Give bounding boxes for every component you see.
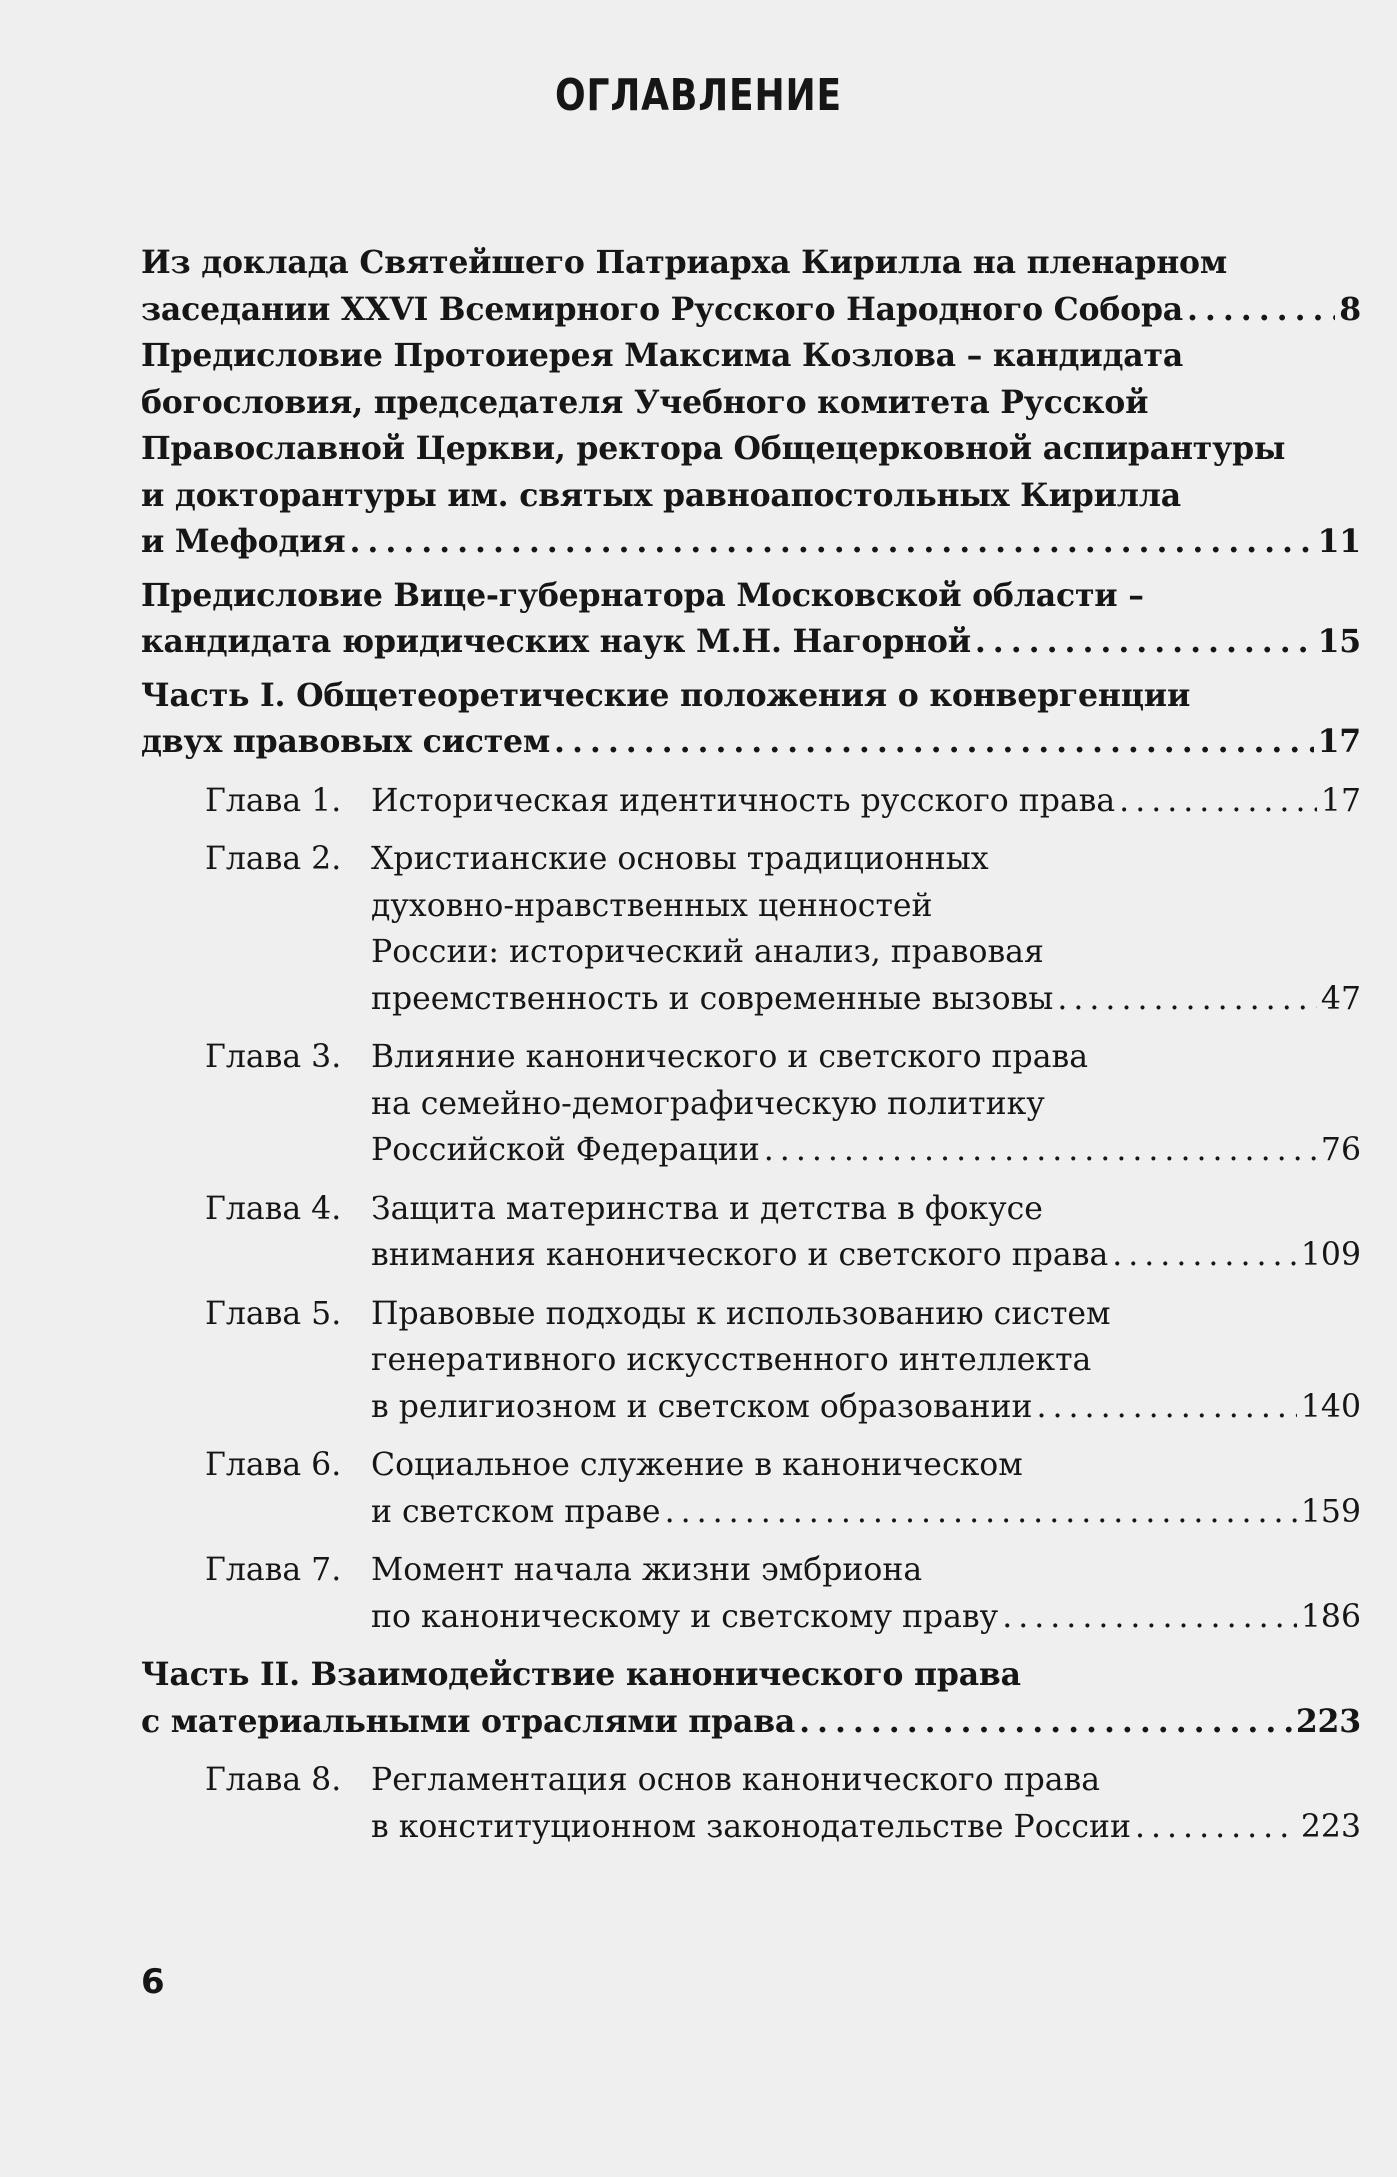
toc-line [141, 1594, 1361, 1641]
toc-chapter-8 [141, 1757, 1361, 1850]
table-of-contents [141, 240, 1361, 1850]
toc-text: Влияние канонического и светского права [371, 1039, 1089, 1075]
page-number: 223 [1300, 1808, 1361, 1845]
toc-line [141, 1757, 1361, 1804]
page-number: 186 [1300, 1598, 1361, 1635]
toc-line [141, 1384, 1361, 1431]
toc-line [141, 1186, 1361, 1233]
page-number: 17 [1320, 782, 1361, 819]
toc-line [141, 333, 1361, 380]
page-number: 47 [1320, 980, 1361, 1017]
toc-line [141, 426, 1361, 473]
toc-line [141, 1081, 1361, 1128]
dot-leader [350, 519, 1314, 566]
page-number: 15 [1317, 623, 1361, 660]
toc-text: и докторантуры им. святых равноапостольных Кирилла [141, 476, 1181, 514]
toc-text: Часть II. Взаимодействие канонического права [141, 1656, 1021, 1693]
toc-text: духовно-нравственных ценностей [371, 887, 933, 924]
toc-entry-patriarch-report [141, 240, 1361, 333]
toc-chapter-4 [141, 1186, 1361, 1279]
chapter-label: Глава 4. [205, 1190, 342, 1227]
toc-text: Христианские основы традиционных [371, 841, 989, 877]
chapter-label: Глава 5. [205, 1295, 342, 1332]
toc-line [141, 836, 1361, 883]
toc-text: Социальное служение в каноническом [371, 1447, 1023, 1483]
toc-line [141, 473, 1361, 520]
toc-line [141, 1127, 1361, 1174]
toc-line [141, 719, 1361, 766]
toc-text: Из доклада Святейшего Патриарха Кирилла на пленарном [141, 244, 1228, 281]
dot-leader [1036, 1384, 1296, 1431]
dot-leader [1135, 1804, 1297, 1851]
toc-entry-part-1 [141, 673, 1361, 766]
toc-text: Православной Церкви, ректора Общецерковной аспирантуры [141, 430, 1286, 467]
toc-text: в религиозном и светском образовании [371, 1388, 1033, 1425]
toc-line [141, 673, 1361, 720]
toc-chapter-1 [141, 778, 1361, 825]
dot-leader [1057, 976, 1317, 1023]
page-number: 109 [1300, 1237, 1361, 1273]
dot-leader [1119, 778, 1317, 825]
toc-line [141, 1232, 1361, 1279]
toc-chapter-6 [141, 1442, 1361, 1535]
toc-chapter-2 [141, 836, 1361, 1022]
toc-line [141, 883, 1361, 930]
toc-text: генеративного искусственного интеллекта [371, 1342, 1092, 1378]
toc-text: России: исторический анализ, правовая [371, 934, 1044, 970]
toc-text: преемственность и современные вызовы [371, 980, 1054, 1017]
dot-leader [1187, 287, 1335, 334]
toc-entry-part-2 [141, 1652, 1361, 1745]
toc-line [141, 240, 1361, 287]
toc-text: Регламентация основ канонического права [371, 1762, 1101, 1798]
toc-line [141, 1547, 1361, 1594]
toc-chapter-5 [141, 1291, 1361, 1431]
page-number: 140 [1300, 1388, 1361, 1425]
toc-line [141, 1489, 1361, 1536]
toc-text: с материальными отраслями права [141, 1702, 796, 1740]
toc-line [141, 1034, 1361, 1081]
toc-text: Момент начала жизни эмбриона [371, 1552, 923, 1588]
toc-line [141, 929, 1361, 976]
toc-text: Правовые подходы к использованию систем [371, 1295, 1111, 1332]
toc-text: Предисловие Протоиерея Максима Козлова – кандидата [141, 337, 1184, 374]
page-number: 76 [1320, 1132, 1361, 1168]
page-number: 17 [1317, 723, 1361, 760]
toc-line [141, 778, 1361, 825]
page-title: ОГЛАВЛЕНИЕ [555, 70, 842, 121]
toc-chapter-7 [141, 1547, 1361, 1640]
page-number: 223 [1295, 1702, 1361, 1740]
toc-line [141, 1291, 1361, 1338]
toc-line [141, 1442, 1361, 1489]
page-number: 11 [1317, 523, 1361, 560]
toc-line [141, 1337, 1361, 1384]
toc-text: Часть I. Общетеоретические положения о конвергенции [141, 676, 1191, 714]
toc-text: по каноническому и светскому праву [371, 1598, 999, 1635]
dot-leader [799, 1699, 1292, 1746]
chapter-label: Глава 7. [205, 1552, 342, 1588]
page-number: 159 [1300, 1493, 1361, 1530]
chapter-label: Глава 8. [205, 1762, 342, 1798]
dot-leader [554, 719, 1314, 766]
toc-line [141, 287, 1361, 334]
toc-line [141, 380, 1361, 427]
dot-leader [665, 1489, 1297, 1536]
page-number: 8 [1339, 290, 1361, 328]
toc-text: заседании XXVI Всемирного Русского Народного Собора [141, 290, 1183, 328]
chapter-label: Глава 3. [205, 1039, 342, 1075]
toc-text: богословия, председателя Учебного комитета Русской [141, 383, 1149, 421]
toc-line [141, 573, 1361, 620]
toc-entry-kozlov-preface [141, 333, 1361, 566]
dot-leader [1112, 1232, 1297, 1279]
toc-text: Российской Федерации [371, 1132, 760, 1168]
chapter-label: Глава 2. [205, 841, 342, 877]
dot-leader [975, 619, 1314, 666]
toc-text: в конституционном законодательстве России [371, 1808, 1131, 1845]
toc-line [141, 1804, 1361, 1851]
toc-text: кандидата юридических наук М.Н. Нагорной [141, 623, 971, 660]
dot-leader [764, 1127, 1317, 1174]
toc-line [141, 1652, 1361, 1699]
toc-text: и светском праве [371, 1493, 661, 1530]
toc-text: Историческая идентичность русского права [371, 782, 1116, 819]
toc-text: и Мефодия [141, 523, 346, 560]
toc-entry-nagornaya-preface [141, 573, 1361, 666]
toc-chapter-3 [141, 1034, 1361, 1174]
toc-text: Защита материнства и детства в фокусе [371, 1190, 1043, 1227]
dot-leader [1002, 1594, 1297, 1641]
toc-text: Предисловие Вице-губернатора Московской области – [141, 576, 1144, 614]
toc-text: на семейно-демографическую политику [371, 1085, 1045, 1122]
toc-line [141, 1699, 1361, 1746]
toc-line [141, 976, 1361, 1023]
chapter-label: Глава 6. [205, 1447, 342, 1483]
toc-line [141, 619, 1361, 666]
page-folio: 6 [141, 1962, 165, 2002]
chapter-label: Глава 1. [205, 782, 342, 819]
toc-text: двух правовых систем [141, 723, 551, 760]
toc-line [141, 519, 1361, 566]
toc-text: внимания канонического и светского права [371, 1237, 1109, 1273]
